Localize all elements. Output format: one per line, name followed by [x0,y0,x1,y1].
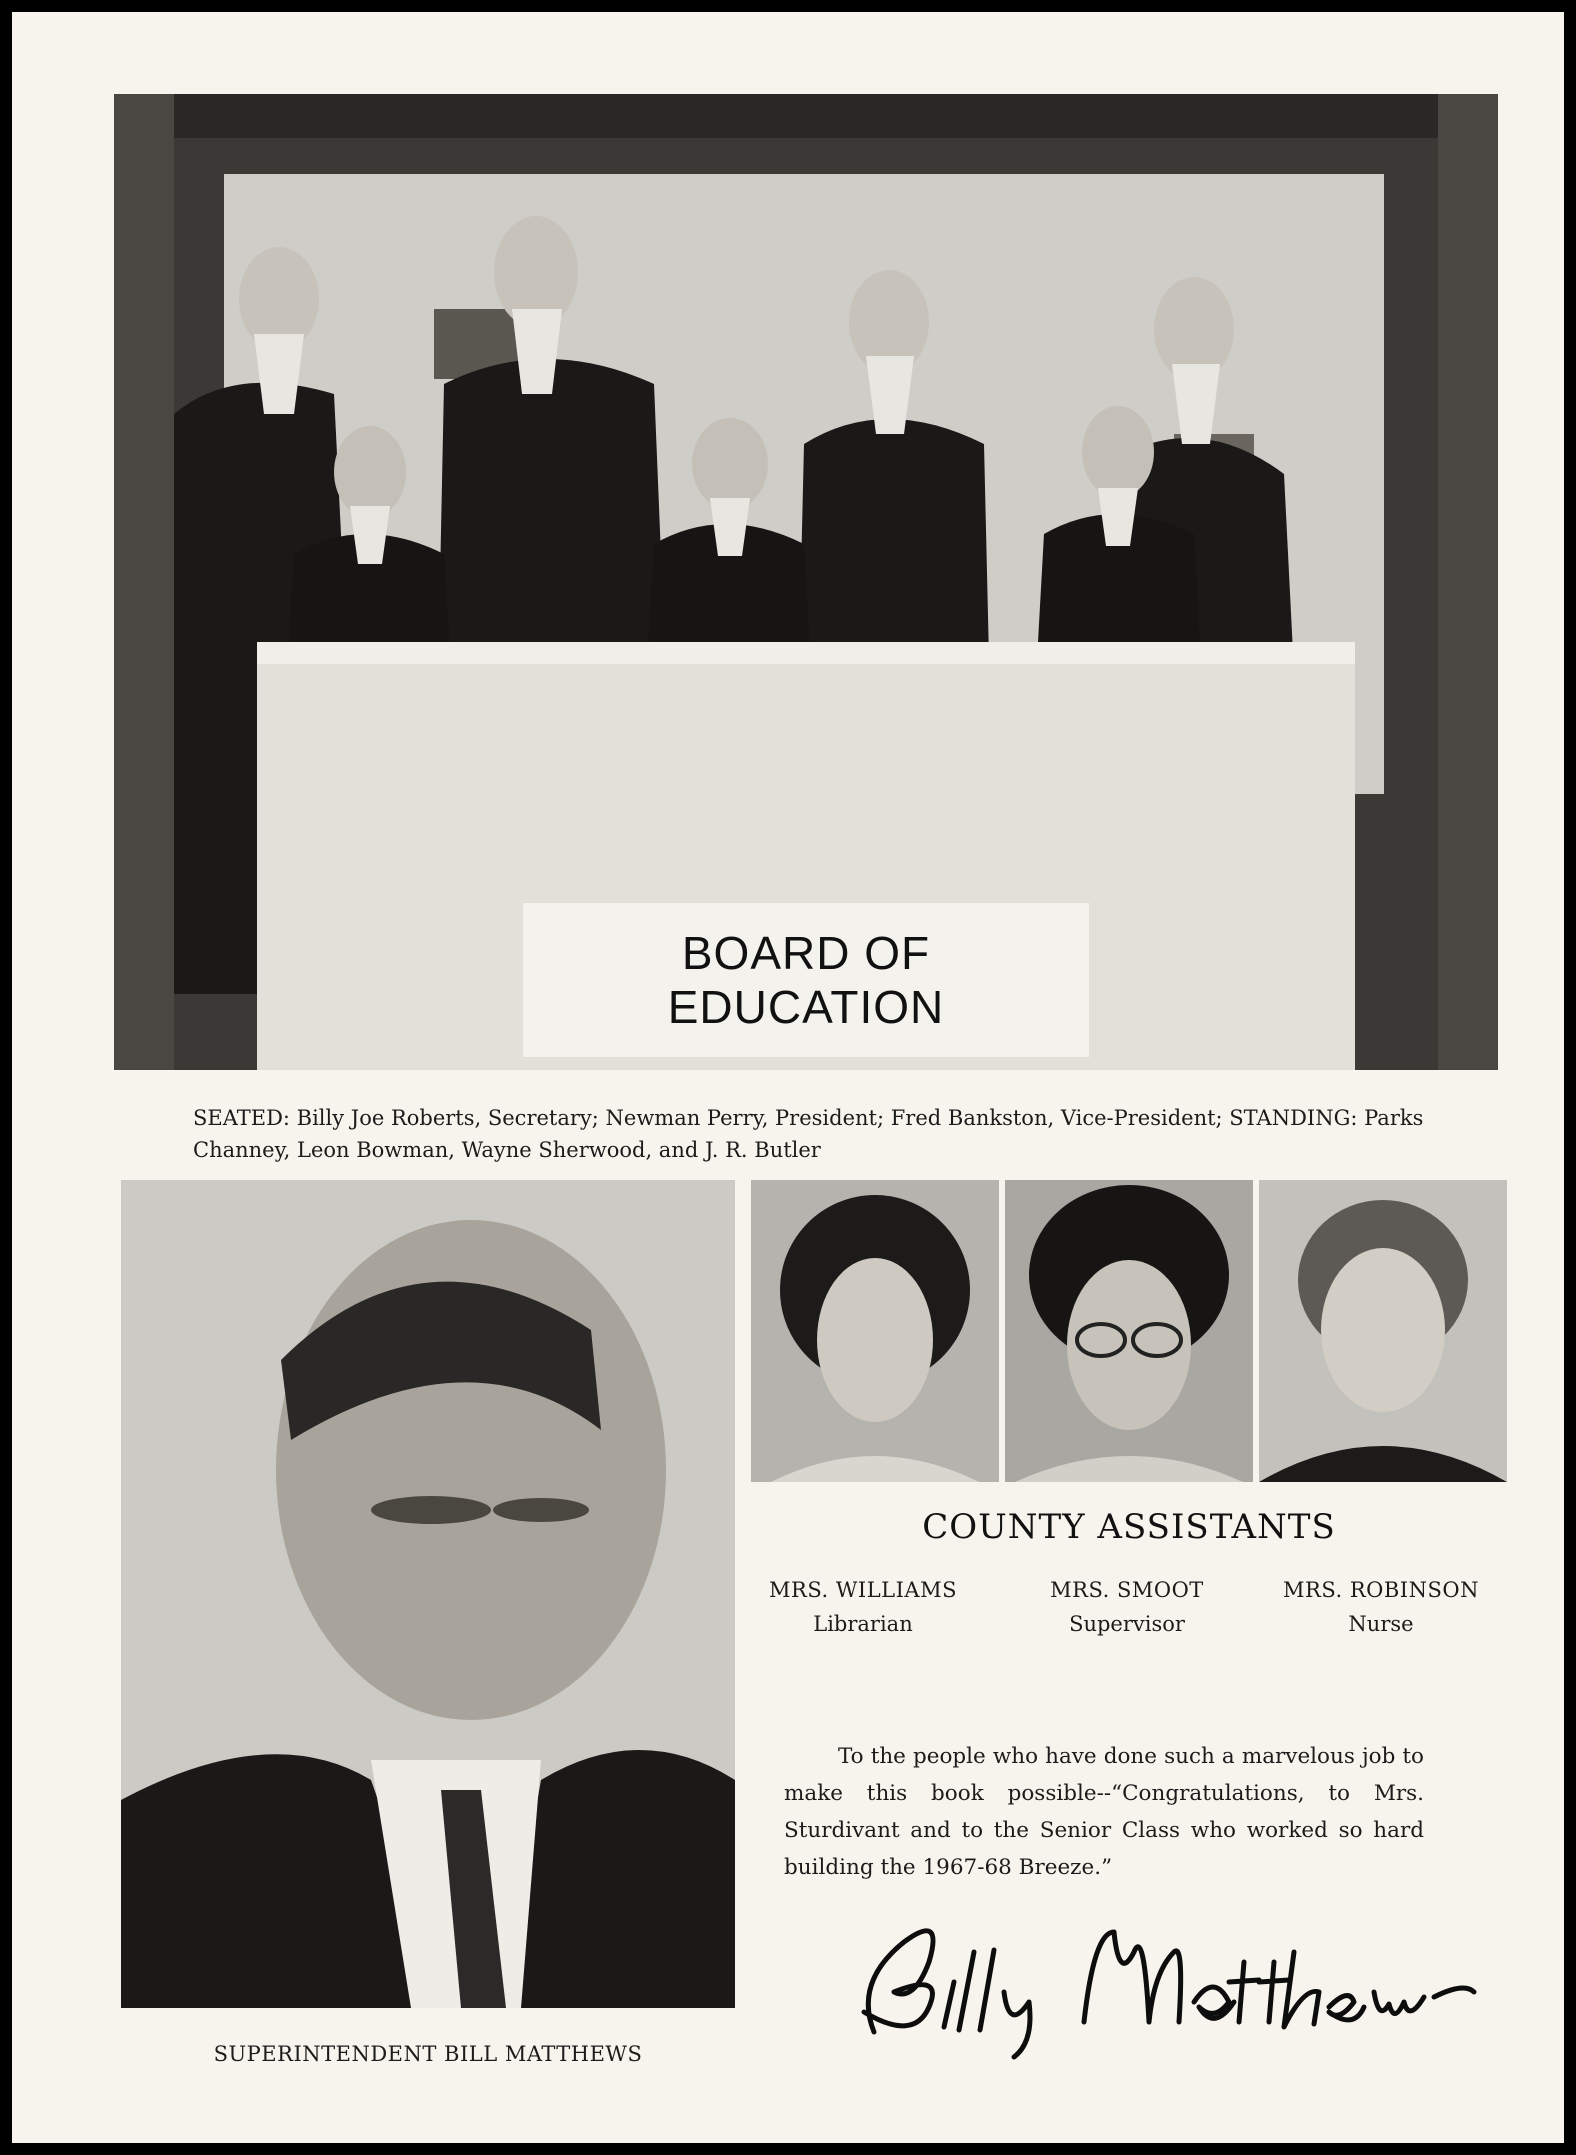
board-of-education-photo [114,94,1498,1070]
assistant-role: Librarian [813,1612,913,1636]
board-caption: SEATED: Billy Joe Roberts, Secretary; Newman Perry, President; Fred Bankston, Vice-President; STANDING: Parks Channey, Leon Bowman, Wayne Sherwood, and J. R. Butler [193,1106,1424,1162]
robinson-illustration [1259,1180,1507,1482]
county-assistants-title: COUNTY ASSISTANTS [922,1507,1336,1547]
assistant-smoot [1002,1573,1252,1641]
superintendent-message: To the people who have done such a marvelous job to make this book possible--“Congratulations, to Mrs. Sturdivant and to the Senior Class who worked so hard building the 1967-68 Breeze.” [784,1744,1424,1880]
superintendent-photo [121,1180,735,2008]
sign-line-2: EDUCATION [667,981,945,1033]
assistant-name: MRS. SMOOT [1050,1578,1204,1602]
signature-drawing [834,1892,1514,2062]
assistant-name: MRS. ROBINSON [1283,1578,1479,1602]
assistant-role: Supervisor [1069,1612,1185,1636]
yearbook-page [12,12,1564,2143]
assistant-photo-robinson [1259,1180,1507,1482]
superintendent-caption: SUPERINTENDENT BILL MATTHEWS [213,2042,643,2066]
assistant-williams [738,1573,988,1641]
assistant-photo-williams [751,1180,999,1482]
handwritten-signature [834,1892,1514,2062]
sign-line-1: BOARD OF [681,927,931,979]
williams-illustration [751,1180,999,1482]
smoot-illustration [1005,1180,1253,1482]
podium-sign [523,903,1089,1057]
assistant-photo-smoot [1005,1180,1253,1482]
assistant-name: MRS. WILLIAMS [769,1578,957,1602]
assistant-robinson [1256,1573,1506,1641]
assistant-role: Nurse [1348,1612,1414,1636]
superintendent-illustration [121,1180,735,2008]
